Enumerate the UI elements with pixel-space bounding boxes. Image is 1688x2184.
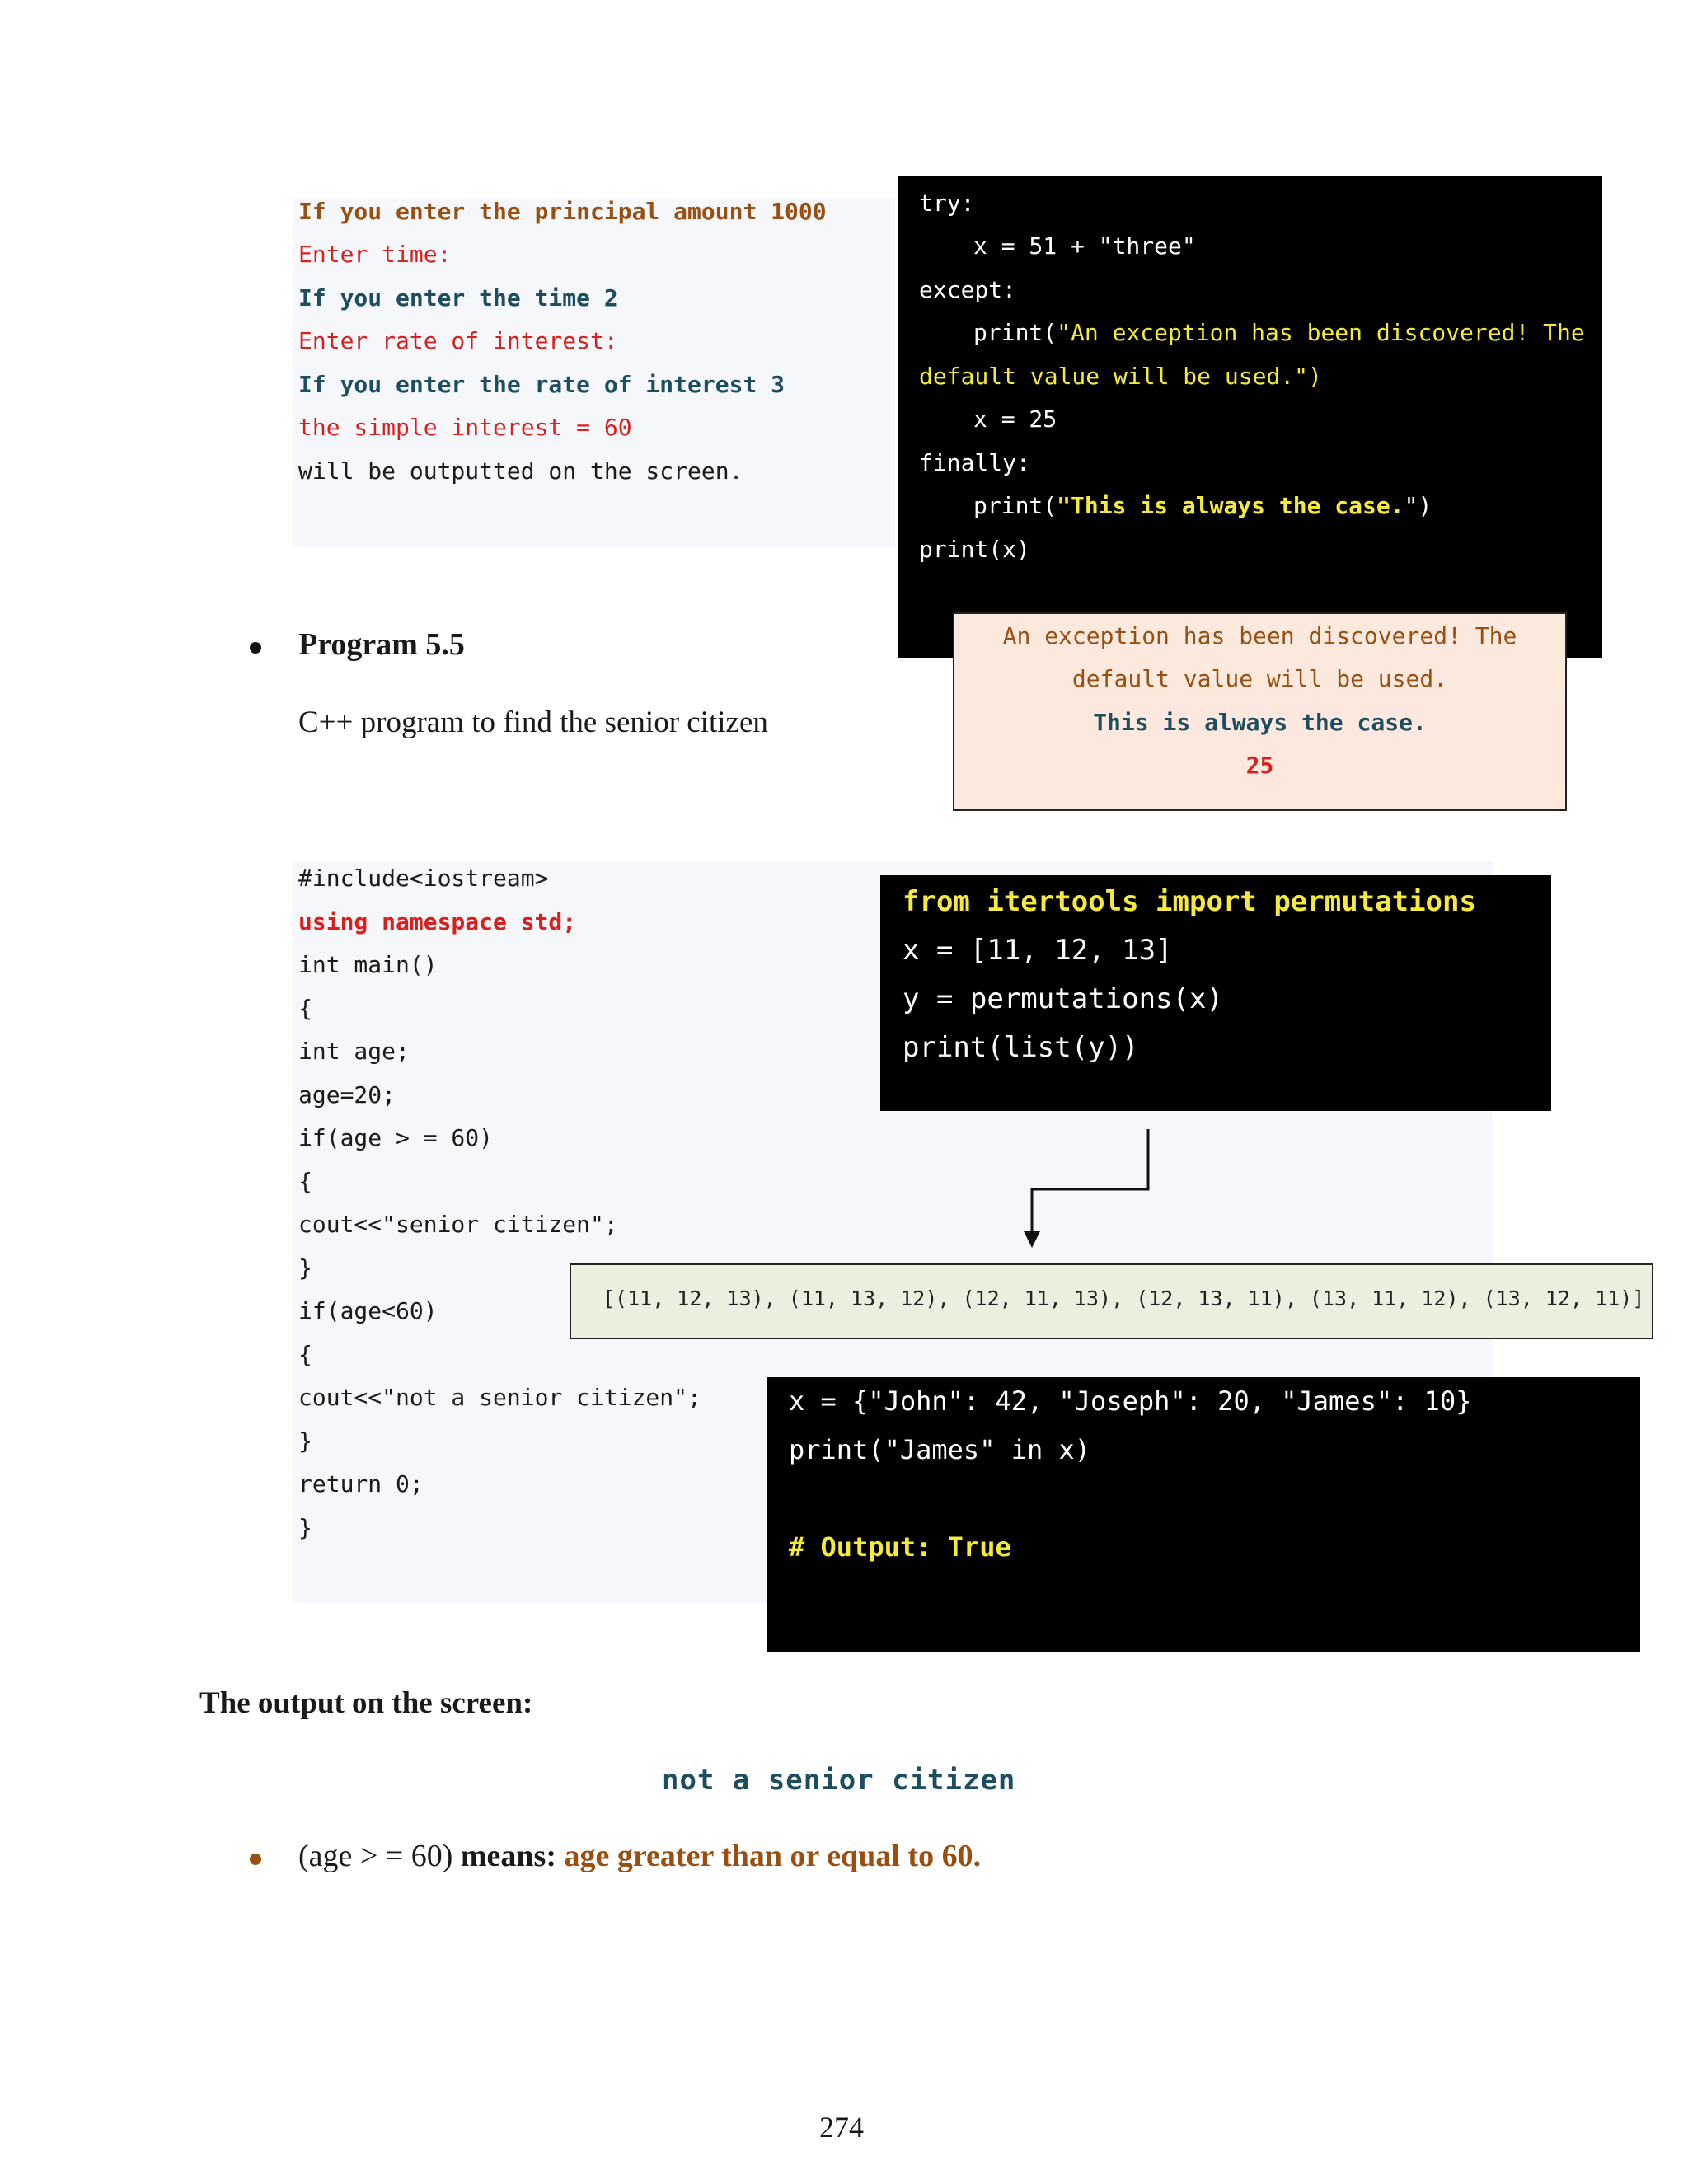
code-line: cout<<"senior citizen"; (298, 1211, 618, 1238)
code-line: will be outputted on the screen. (298, 457, 743, 485)
code-line: using namespace std; (298, 908, 577, 935)
code-line: x = 25 (973, 405, 1057, 433)
code-line: int age; (298, 1038, 410, 1065)
program-title: Program 5.5 (298, 627, 465, 662)
code-line: If you enter the principal amount 1000 (298, 198, 827, 225)
bullet-icon (250, 1854, 261, 1865)
permutations-code-panel (880, 875, 1551, 1111)
arrow-down-icon (1014, 1127, 1162, 1251)
code-line: if(age<60) (298, 1297, 438, 1324)
try-except-code-panel (898, 176, 1602, 658)
output-line: [(11, 12, 13), (11, 13, 12), (12, 11, 13), (12, 13, 11), (13, 11, 12), (13, 12, 11)] (603, 1286, 1645, 1310)
code-line: x = {"John": 42, "Joseph": 20, "James": 10} (789, 1385, 1472, 1417)
code-line: } (298, 1254, 312, 1282)
output-line: An exception has been discovered! The (1002, 622, 1517, 649)
code-line: if(age > = 60) (298, 1124, 494, 1151)
code-line: } (298, 1514, 312, 1541)
code-token: print( (973, 319, 1057, 346)
program-subtitle: C++ program to find the senior citizen (298, 705, 768, 739)
age-note (298, 1838, 981, 1874)
code-line: print(list(y)) (903, 1031, 1139, 1064)
code-comment: # Output: True (789, 1531, 1011, 1563)
screen-output: not a senior citizen (662, 1764, 1016, 1797)
code-line: default value will be used.") (919, 363, 1322, 390)
note-condition: (age > = 60) (298, 1839, 461, 1873)
code-line: } (298, 1427, 312, 1455)
code-line: x = [11, 12, 13] (903, 934, 1173, 967)
code-line: x = 51 + "three" (973, 232, 1196, 260)
code-token: "This is always the case. (1057, 492, 1404, 519)
code-line (973, 492, 1432, 519)
note-means: means: (460, 1839, 557, 1873)
code-line: If you enter the time 2 (298, 284, 618, 312)
output-line: default value will be used. (1071, 665, 1448, 692)
output-heading: The output on the screen: (199, 1686, 533, 1720)
code-line: y = permutations(x) (903, 982, 1223, 1015)
code-line: age=20; (298, 1081, 396, 1108)
code-line: except: (919, 276, 1017, 303)
code-line: #include<iostream> (298, 865, 549, 892)
code-line: print(x) (919, 536, 1030, 563)
code-line: If you enter the rate of interest 3 (298, 371, 785, 398)
code-line: cout<<"not a senior citizen"; (298, 1384, 701, 1411)
code-line (973, 319, 1585, 346)
exception-output-box (953, 612, 1567, 811)
code-line: { (298, 1341, 312, 1368)
code-token: print( (973, 492, 1057, 519)
code-line: Enter rate of interest: (298, 327, 618, 354)
output-line: This is always the case. (1093, 709, 1427, 736)
code-line: from itertools import permutations (903, 885, 1476, 918)
dict-membership-code-panel (767, 1377, 1640, 1652)
code-line: try: (919, 190, 975, 217)
output-line: 25 (1245, 752, 1274, 779)
code-line: print("James" in x) (789, 1434, 1091, 1465)
code-line: Enter time: (298, 241, 452, 268)
code-line: int main() (298, 951, 438, 978)
page-number: 274 (819, 2111, 864, 2144)
code-token: "An exception has been discovered! The (1057, 319, 1585, 346)
simple-interest-output-panel (293, 198, 895, 547)
code-line: return 0; (298, 1470, 424, 1497)
code-token: ") (1404, 492, 1432, 519)
permutations-output-box (570, 1263, 1653, 1339)
note-explanation: age greater than or equal to 60. (556, 1839, 982, 1873)
code-line: the simple interest = 60 (298, 414, 632, 441)
bullet-icon (250, 642, 261, 654)
code-line: { (298, 1168, 312, 1195)
code-line: { (298, 995, 312, 1022)
code-line: finally: (919, 449, 1030, 476)
